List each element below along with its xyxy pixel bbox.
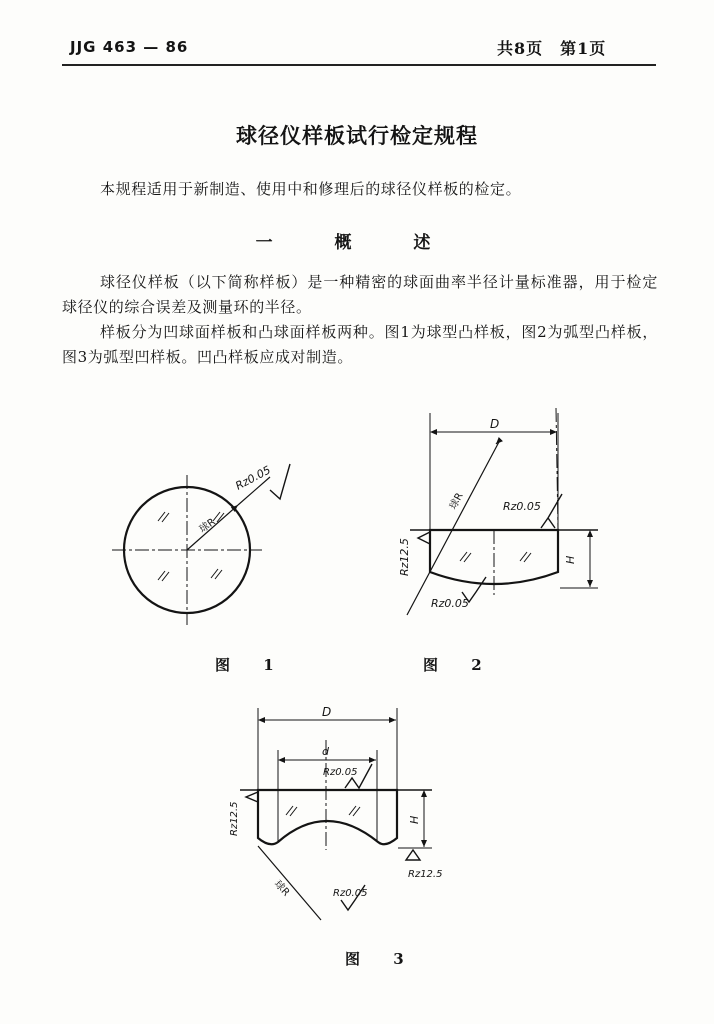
- overview-paragraph-1: 球径仪样板（以下简称样板）是一种精密的球面曲率半径计量标准器，用于检定球径仪的综合误差及测量环的半径。: [62, 273, 658, 316]
- fig3-roughness-side-symbol: [246, 792, 258, 802]
- fig1-roughness-label: Rz0.05: [233, 463, 273, 493]
- fig3-roughness-right-symbol: [406, 850, 420, 860]
- fig2-radius-label: 球R: [447, 491, 466, 512]
- fig3-diameter-label: D: [322, 705, 332, 719]
- fig2-roughness-bottom-label: Rz0.05: [431, 597, 469, 610]
- fig3-roughness-bottom-label: Rz0.05: [333, 888, 368, 899]
- fig2-radius-line: [407, 440, 500, 615]
- fig3-sample-body: [258, 790, 397, 844]
- fig3-radius-label: 球R: [271, 878, 292, 899]
- figure-1-caption: 图 1: [215, 656, 288, 674]
- fig2-height-label: H: [564, 555, 577, 564]
- fig3-glass-hatching: [286, 806, 360, 816]
- fig2-glass-hatching: [460, 552, 531, 562]
- document-title: 球径仪样板试行检定规程: [236, 124, 478, 148]
- standard-code: JJG 463 — 86: [70, 38, 189, 56]
- overview-paragraph-2: 样板分为凹球面样板和凸球面样板两种。图1为球型凸样板，图2为弧型凸样板，图3为弧型凹样板。凹凸样板应成对制造。: [62, 323, 658, 366]
- fig1-roughness-symbol: [270, 464, 290, 499]
- fig3-height-label: H: [408, 815, 421, 824]
- fig3-inner-diameter-label: d: [322, 745, 329, 758]
- fig3-roughness-side-label: Rz12.5: [229, 801, 240, 836]
- fig2-roughness-side-label: Rz12.5: [398, 538, 411, 576]
- figure-3-caption: 图 3: [345, 950, 418, 968]
- fig2-diameter-label: D: [490, 417, 500, 431]
- figure-2-caption: 图 2: [423, 656, 496, 674]
- fig3-radius-line: [258, 846, 321, 920]
- scope-statement: 本规程适用于新制造、使用中和修理后的球径仪样板的检定。: [100, 180, 522, 198]
- fig2-roughness-top-symbol: [541, 494, 562, 528]
- fig3-roughness-top-label: Rz0.05: [323, 767, 358, 778]
- fig2-roughness-side-symbol: [418, 532, 430, 544]
- section-heading: 一 概 述: [255, 233, 459, 253]
- fig1-radius-label: 球R: [197, 516, 218, 536]
- fig2-roughness-top-label: Rz0.05: [503, 500, 541, 513]
- fig3-roughness-right-label: Rz12.5: [408, 869, 443, 880]
- page-count: 共8页 第1页: [497, 39, 607, 58]
- figure-1-drawing: [112, 464, 290, 625]
